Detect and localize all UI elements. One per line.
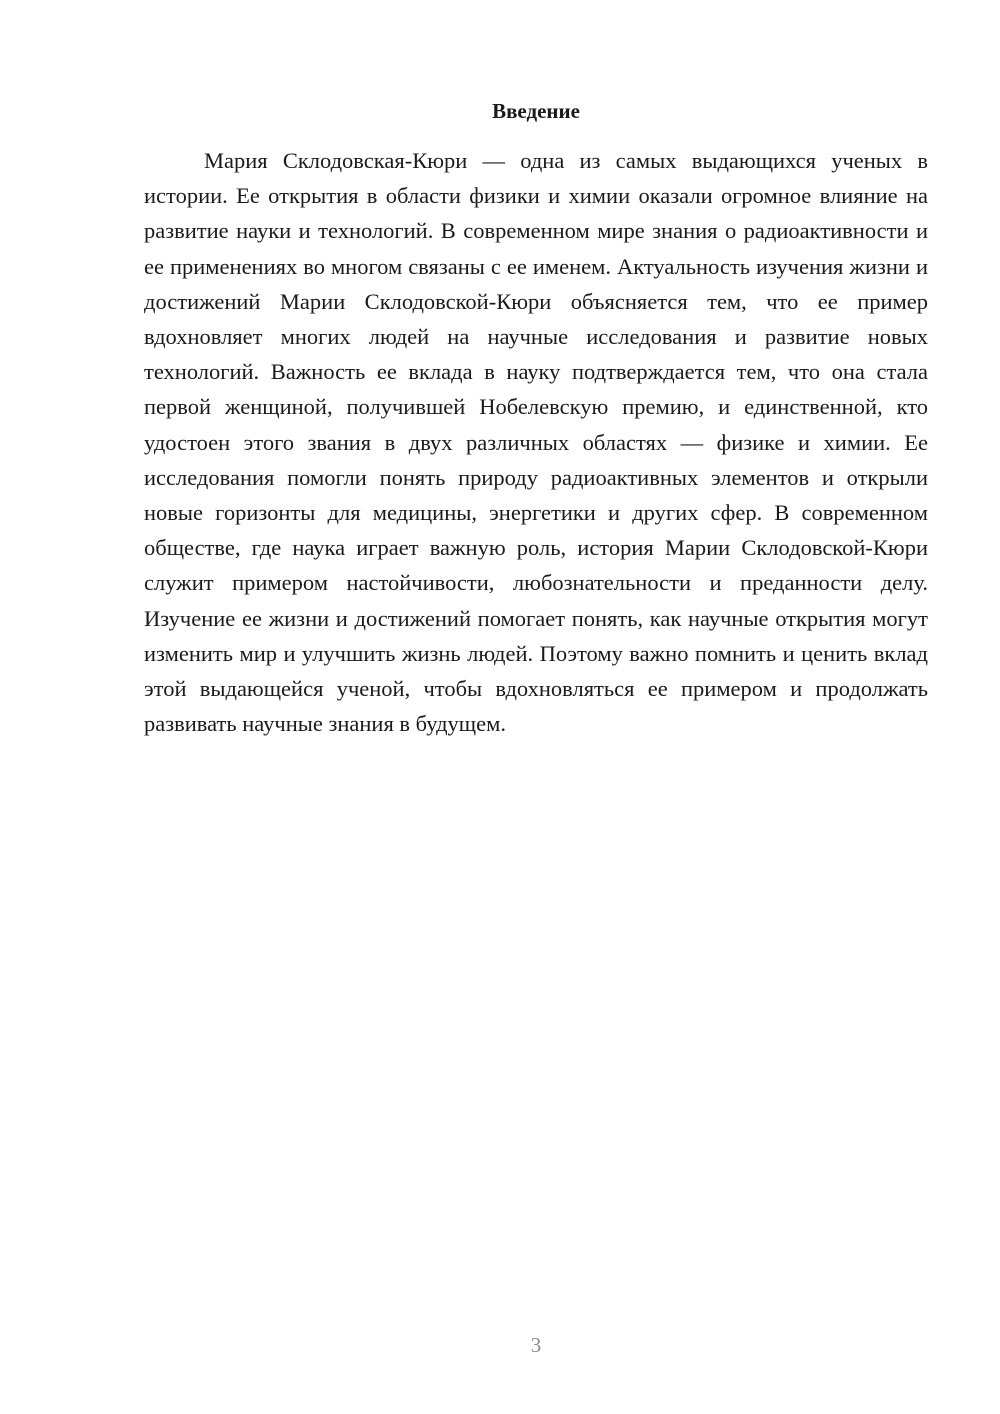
section-heading: Введение [492, 99, 580, 123]
body-paragraph: Мария Склодовская-Кюри — одна из самых выдающихся ученых в истории. Ее открытия в области физики и химии оказали огромное влияние на развитие науки и технологий. В современном мире знания о радиоактивности и ее применениях во многом связаны с ее именем. Актуальность изучения жизни и достижений Марии Склодовской-Кюри объясняется тем, что ее пример вдохновляет многих людей на научные исследования и развитие новых технологий. Важность ее вклада в науку подтверждается тем, что она стала первой женщиной, получившей Нобелевскую премию, и единственной, кто удостоен этого звания в двух различных областях — физике и химии. Ее исследования помогли понять природу радиоактивных элементов и открыли новые горизонты для медицины, энергетики и других сфер. В современном обществе, где наука играет важную роль, история Марии Склодовской-Кюри служит примером настойчивости, любознательности и преданности делу. Изучение ее жизни и достижений помогает понять, как научные открытия могут изменить мир и улучшить жизнь людей. Поэтому важно помнить и ценить вклад этой выдающейся ученой, чтобы вдохновляться ее примером и продолжать развивать научные знания в будущем. [144, 148, 928, 737]
page-number: 3 [530, 1333, 542, 1357]
